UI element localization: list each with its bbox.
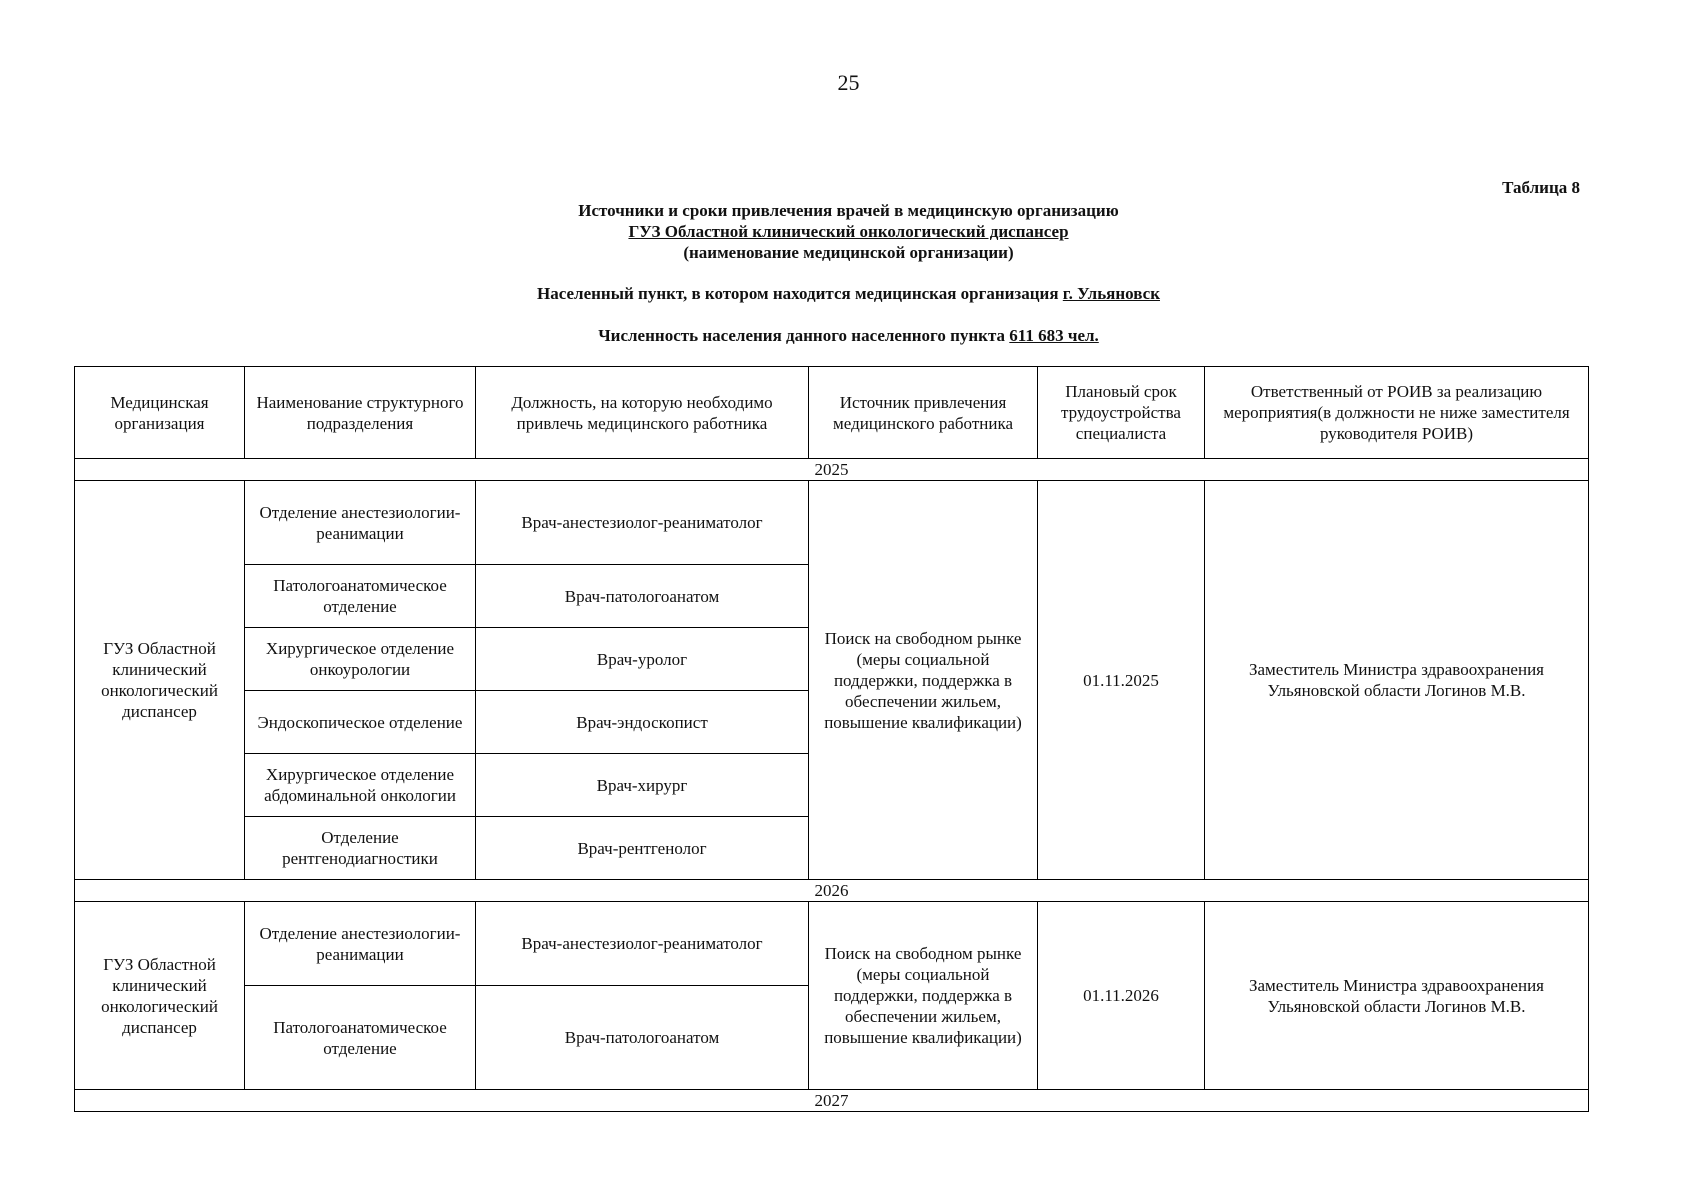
table-label: Таблица 8 — [1502, 178, 1580, 197]
department-cell: Хирургическое отделение онкоурологии — [245, 628, 476, 691]
date-cell: 01.11.2025 — [1038, 481, 1205, 880]
responsible-cell: Заместитель Министра здравоохранения Ульяновской области Логинов М.В. — [1205, 481, 1589, 880]
position-cell: Врач-уролог — [476, 628, 809, 691]
year-row — [75, 459, 1589, 481]
locality-line — [0, 283, 1697, 304]
department-cell: Патологоанатомическое отделение — [245, 986, 476, 1090]
organization-cell: ГУЗ Областной клинический онкологический диспансер — [75, 481, 245, 880]
population-line — [0, 325, 1697, 346]
org-note: (наименование медицинской организации) — [683, 243, 1014, 262]
header-cell: Наименование структурного подразделения — [245, 367, 476, 459]
recruitment-table — [74, 366, 1589, 1112]
position-cell: Врач-эндоскопист — [476, 691, 809, 754]
header-cell: Плановый срок трудоустройства специалиста — [1038, 367, 1205, 459]
header-row — [75, 367, 1589, 459]
locality-value: г. Ульяновск — [1062, 284, 1160, 303]
title-line: Источники и сроки привлечения врачей в медицинскую организацию — [578, 201, 1119, 220]
population-value: 611 683 чел. — [1009, 326, 1099, 345]
org-name-line — [0, 221, 1697, 242]
department-cell: Патологоанатомическое отделение — [245, 565, 476, 628]
position-cell: Врач-анестезиолог-реаниматолог — [476, 481, 809, 565]
source-cell: Поиск на свободном рынке (меры социальной поддержки, поддержка в обеспечении жильем, повышение квалификации) — [809, 481, 1038, 880]
year-label: 2027 — [75, 1090, 1589, 1112]
year-label: 2025 — [75, 459, 1589, 481]
page-number: 25 — [837, 70, 860, 95]
department-cell: Отделение рентгенодиагностики — [245, 817, 476, 880]
year-label: 2026 — [75, 880, 1589, 902]
locality-label: Населенный пункт, в котором находится медицинская организация — [537, 284, 1059, 303]
department-cell: Хирургическое отделение абдоминальной онкологии — [245, 754, 476, 817]
header-cell: Источник привлечения медицинского работника — [809, 367, 1038, 459]
organization-cell: ГУЗ Областной клинический онкологический диспансер — [75, 902, 245, 1090]
year-row — [75, 880, 1589, 902]
population-label: Численность населения данного населенного пункта — [598, 326, 1006, 345]
year-row — [75, 1090, 1589, 1112]
table-row — [75, 481, 1589, 565]
date-cell: 01.11.2026 — [1038, 902, 1205, 1090]
position-cell: Врач-анестезиолог-реаниматолог — [476, 902, 809, 986]
position-cell: Врач-патологоанатом — [476, 565, 809, 628]
department-cell: Эндоскопическое отделение — [245, 691, 476, 754]
org-name: ГУЗ Областной клинический онкологический диспансер — [628, 222, 1069, 241]
header-cell: Должность, на которую необходимо привлечь медицинского работника — [476, 367, 809, 459]
department-cell: Отделение анестезиологии-реанимации — [245, 902, 476, 986]
responsible-cell: Заместитель Министра здравоохранения Ульяновской области Логинов М.В. — [1205, 902, 1589, 1090]
position-cell: Врач-хирург — [476, 754, 809, 817]
position-cell: Врач-рентгенолог — [476, 817, 809, 880]
header-cell: Ответственный от РОИВ за реализацию мероприятия(в должности не ниже заместителя руководителя РОИВ) — [1205, 367, 1589, 459]
department-cell: Отделение анестезиологии-реанимации — [245, 481, 476, 565]
table-row — [75, 902, 1589, 986]
source-cell: Поиск на свободном рынке (меры социальной поддержки, поддержка в обеспечении жильем, повышение квалификации) — [809, 902, 1038, 1090]
header-cell: Медицинская организация — [75, 367, 245, 459]
position-cell: Врач-патологоанатом — [476, 986, 809, 1090]
